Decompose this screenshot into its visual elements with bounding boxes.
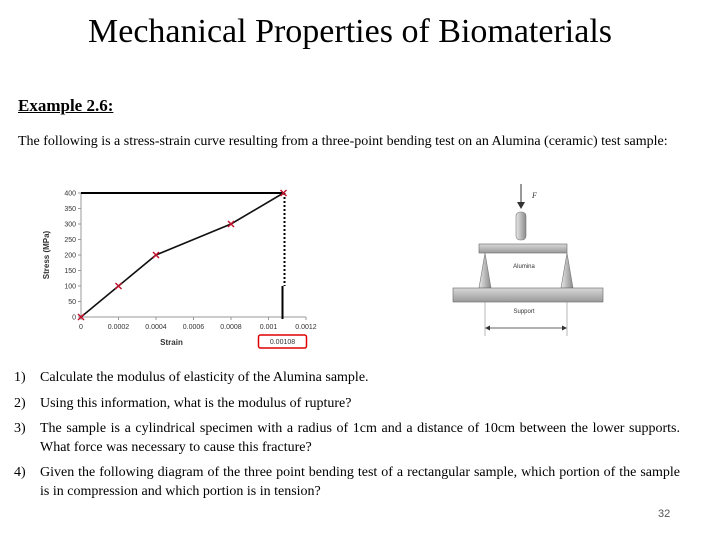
x-tick-label: 0.001 <box>259 324 278 331</box>
y-tick-label: 250 <box>64 237 76 244</box>
question-3 <box>14 419 684 459</box>
y-tick-label: 100 <box>64 283 76 291</box>
x-tick-label: 0.0012 <box>295 324 317 331</box>
question-3-number: 3) <box>14 421 26 436</box>
x-tick-label: 0.0006 <box>182 324 205 331</box>
question-2-number: 2) <box>14 396 26 411</box>
loading-pin <box>516 212 526 240</box>
right-support-pin <box>561 253 573 288</box>
question-2-text: Using this information, what is the modulus of rupture? <box>40 396 352 411</box>
data-point <box>153 252 159 258</box>
question-1-text: Calculate the modulus of elasticity of the Alumina sample. <box>40 370 369 385</box>
intro-text: The following is a stress-strain curve resulting from a three-point bending test on an Alumina (ceramic) test sample: <box>18 134 668 149</box>
y-tick-label: 0 <box>72 314 76 322</box>
data-point <box>116 283 122 289</box>
span-arrowhead-left <box>485 326 490 331</box>
support-label: Support <box>513 309 535 315</box>
question-4-text: Given the following diagram of the three point bending test of a rectangular sample, which portion of the sample is in compression and which portion is in tension? <box>40 465 680 499</box>
example-heading: Example 2.6: <box>18 96 114 115</box>
question-3-text: The sample is a cylindrical specimen with a radius of 1cm and a distance of 10cm between the lower supports. What force was necessary to cause this fracture? <box>40 421 680 455</box>
three-point-bending-diagram <box>445 182 615 342</box>
slide-title: Mechanical Properties of Biomaterials <box>88 13 612 50</box>
left-support-pin <box>479 253 491 288</box>
question-4 <box>14 463 684 503</box>
alumina-specimen <box>479 244 567 253</box>
question-2 <box>14 394 684 413</box>
y-tick-label: 150 <box>64 268 76 275</box>
question-4-number: 4) <box>14 465 26 480</box>
y-tick-label: 50 <box>68 299 76 306</box>
force-arrowhead <box>517 202 525 209</box>
data-point <box>228 221 234 227</box>
span-arrowhead-right <box>562 326 567 331</box>
x-tick-label: 0.0008 <box>220 324 242 331</box>
question-1-number: 1) <box>14 370 26 385</box>
y-tick-label: 400 <box>64 190 76 198</box>
x-tick-label: 0 <box>79 324 83 331</box>
fracture-annotation: 0.00108 <box>269 339 296 346</box>
question-1 <box>14 368 684 387</box>
x-axis-label: Strain <box>160 338 183 347</box>
y-tick-label: 200 <box>64 252 76 260</box>
y-axis-label: Stress (MPa) <box>42 230 51 280</box>
x-tick-label: 0.0004 <box>145 324 167 331</box>
x-tick-label: 0.0002 <box>107 324 130 331</box>
y-tick-label: 300 <box>64 221 76 229</box>
stress-strain-chart <box>40 182 350 357</box>
force-label: F <box>532 191 537 200</box>
series-line-alumina <box>81 193 284 317</box>
specimen-label: Alumina <box>513 264 535 270</box>
page-number: 32 <box>658 508 671 520</box>
support-base <box>453 288 603 302</box>
y-tick-label: 350 <box>64 206 76 213</box>
